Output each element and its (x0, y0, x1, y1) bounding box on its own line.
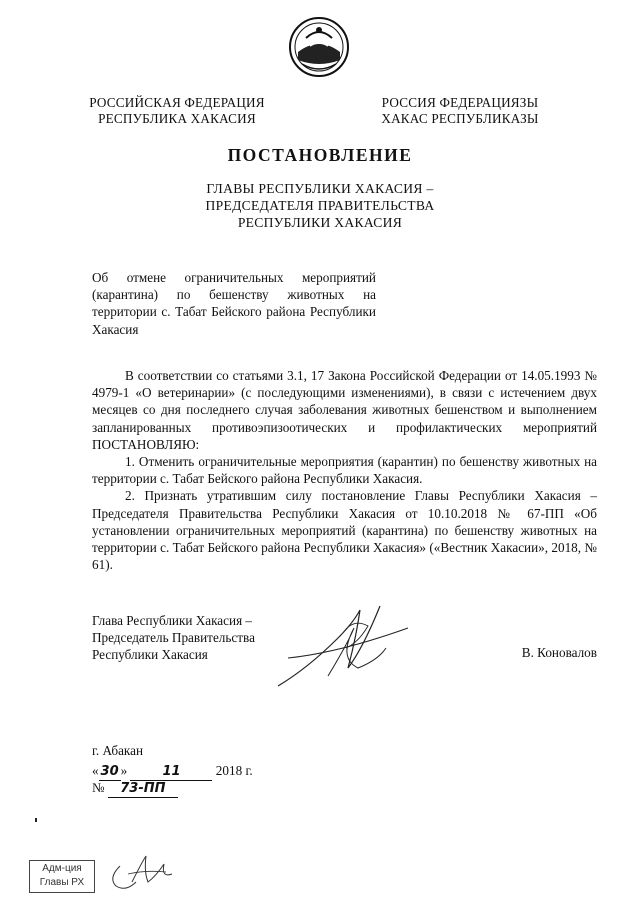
header-right-line2: ХАКАС РЕСПУБЛИКАЗЫ (381, 111, 539, 126)
signatory-name: В. Коновалов (521, 645, 597, 660)
date-month: 11 (130, 763, 212, 781)
header-right-line1: РОССИЯ ФЕДЕРАЦИЯЗЫ (381, 95, 539, 110)
header-left-line2: РЕСПУБЛИКА ХАКАСИЯ (98, 111, 256, 126)
document-number (92, 779, 178, 798)
signatory-line3: Республики Хакасия (92, 647, 208, 663)
body-paragraph-2: 1. Отменить ограничительные мероприятия (карантин) по бешенству животных на территории с. Табат Бейского района Республики Хакасия. (92, 454, 597, 487)
header-left-line1: РОССИЙСКАЯ ФЕДЕРАЦИЯ (89, 95, 265, 110)
document-subtitle (0, 180, 640, 231)
date-quote-open: « (92, 763, 99, 778)
initials-signature-icon (106, 852, 178, 894)
document-title: ПОСТАНОВЛЕНИЕ (227, 145, 413, 165)
header-right (370, 95, 550, 127)
signatory-line2: Председатель Правительства (92, 630, 255, 646)
subtitle-line2: ПРЕДСЕДАТЕЛЯ ПРАВИТЕЛЬСТВА (205, 198, 435, 213)
body-paragraph-1: В соответствии со статьями 3.1, 17 Закона Российской Федерации от 14.05.1993 № 4979-1 «О ветеринарии» (с последующими изменениями), в связи с истечением двух месяцев со дня последнего случая заболевания животных бешенством и выполнением запланированных противоэпизоотических и профилактических мероприятий ПОСТАНОВЛЯЮ: (92, 368, 597, 452)
date-quote-close: » (120, 763, 128, 778)
margin-mark (35, 818, 37, 822)
number-prefix: № (92, 780, 105, 795)
body-paragraph-3: 2. Признать утратившим силу постановление Главы Республики Хакасия – Председателя Правительства Республики Хакасия от 10.10.2018 № 67-ПП «Об установлении ограничительных мероприятий (карантина) по бешенству животных на территории с. Табат Бейского района Республики Хакасия» («Вестник Хакасии», 2018, № 61). (92, 488, 597, 573)
stamp-line1: Адм-ция (42, 863, 82, 874)
signatory-line1: Глава Республики Хакасия – (92, 613, 253, 628)
number-value: 73-ПП (108, 780, 178, 798)
subtitle-line1: ГЛАВЫ РЕСПУБЛИКИ ХАКАСИЯ – (206, 181, 434, 196)
registration-stamp (29, 860, 95, 893)
document-body (92, 367, 597, 573)
date-year: 2018 г. (215, 763, 253, 778)
subtitle-line3: РЕСПУБЛИКИ ХАКАСИЯ (237, 215, 403, 230)
date-day: 30 (99, 763, 121, 781)
stamp-line2: Главы РХ (39, 877, 85, 888)
place-of-issue: г. Абакан (92, 743, 144, 758)
document-subject: Об отмене ограничительных мероприятий (карантина) по бешенству животных на территории с. Табат Бейского района Республики Хакасия (92, 270, 376, 337)
signature-icon (268, 598, 418, 693)
header-left (82, 95, 272, 127)
emblem-icon (288, 16, 350, 78)
